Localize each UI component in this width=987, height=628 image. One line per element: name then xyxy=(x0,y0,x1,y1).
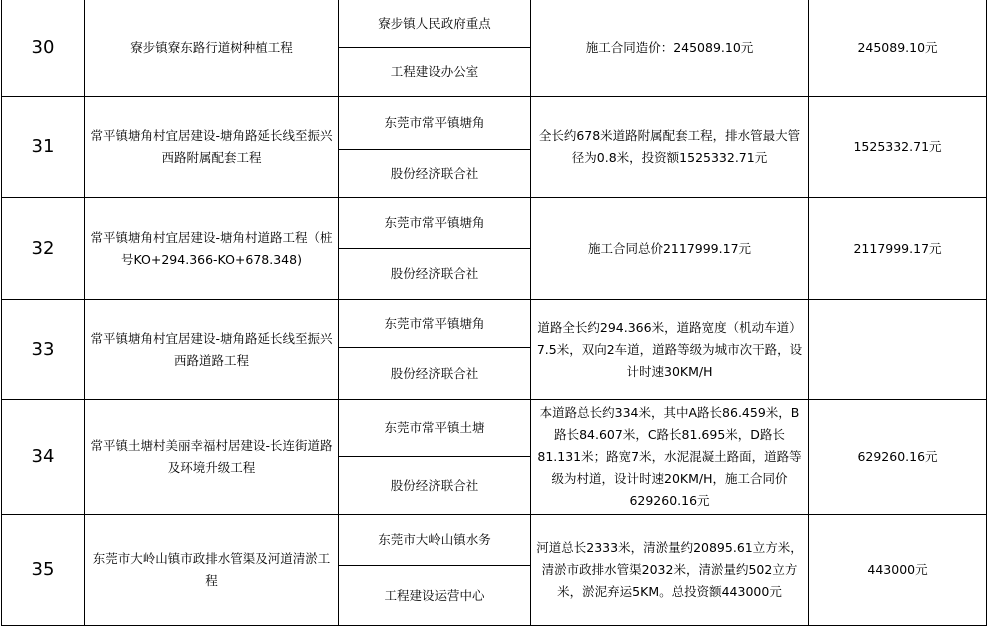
unit-top: 东莞市常平镇塘角 xyxy=(339,97,531,150)
project-name: 常平镇土塘村美丽幸福村居建设-长连街道路及环境升级工程 xyxy=(85,400,339,515)
project-amount: 443000元 xyxy=(809,515,987,626)
project-description: 道路全长约294.366米，道路宽度（机动车道）7.5米，双向2车道，道路等级为城市次干路，设计时速30KM/H xyxy=(531,300,809,400)
project-name: 寮步镇寮东路行道树种植工程 xyxy=(85,0,339,97)
row-number: 33 xyxy=(2,300,85,400)
table-row-33 xyxy=(2,300,987,348)
project-description: 本道路总长约334米，其中A路长86.459米，B路长84.607米，C路长81.695米，D路长81.131米；路宽7米，水泥混凝土路面，道路等级为村道，设计时速20KM/H，施工合同价629260.16元 xyxy=(531,400,809,515)
project-name: 常平镇塘角村宜居建设-塘角路延长线至振兴西路附属配套工程 xyxy=(85,97,339,198)
project-description: 河道总长2333米，清淤量约20895.61立方米，清淤市政排水管渠2032米，清淤量约502立方米，淤泥弃运5KM。总投资额443000元 xyxy=(531,515,809,626)
project-amount: 629260.16元 xyxy=(809,400,987,515)
unit-bottom: 股份经济联合社 xyxy=(339,249,531,300)
project-name: 常平镇塘角村宜居建设-塘角路延长线至振兴西路道路工程 xyxy=(85,300,339,400)
row-number: 32 xyxy=(2,198,85,300)
project-description: 全长约678米道路附属配套工程，排水管最大管径为0.8米，投资额1525332.71元 xyxy=(531,97,809,198)
table-row-30 xyxy=(2,0,987,48)
unit-top: 东莞市常平镇土塘 xyxy=(339,400,531,457)
table-row-35 xyxy=(2,515,987,566)
unit-bottom: 股份经济联合社 xyxy=(339,150,531,198)
row-number: 35 xyxy=(2,515,85,626)
row-number: 34 xyxy=(2,400,85,515)
row-number: 31 xyxy=(2,97,85,198)
unit-top: 寮步镇人民政府重点 xyxy=(339,0,531,48)
unit-bottom: 股份经济联合社 xyxy=(339,457,531,515)
project-amount xyxy=(809,300,987,400)
unit-bottom: 股份经济联合社 xyxy=(339,348,531,400)
project-amount: 1525332.71元 xyxy=(809,97,987,198)
project-amount: 2117999.17元 xyxy=(809,198,987,300)
project-table xyxy=(1,0,987,626)
project-amount: 245089.10元 xyxy=(809,0,987,97)
project-name: 常平镇塘角村宜居建设-塘角村道路工程（桩号KO+294.366-KO+678.348) xyxy=(85,198,339,300)
table-row-32 xyxy=(2,198,987,249)
project-description: 施工合同造价：245089.10元 xyxy=(531,0,809,97)
unit-bottom: 工程建设办公室 xyxy=(339,48,531,97)
unit-top: 东莞市常平镇塘角 xyxy=(339,300,531,348)
unit-top: 东莞市常平镇塘角 xyxy=(339,198,531,249)
unit-bottom: 工程建设运营中心 xyxy=(339,566,531,626)
project-description: 施工合同总价2117999.17元 xyxy=(531,198,809,300)
table-row-34 xyxy=(2,400,987,457)
unit-top: 东莞市大岭山镇水务 xyxy=(339,515,531,566)
table-row-31 xyxy=(2,97,987,150)
row-number: 30 xyxy=(2,0,85,97)
project-name: 东莞市大岭山镇市政排水管渠及河道清淤工程 xyxy=(85,515,339,626)
